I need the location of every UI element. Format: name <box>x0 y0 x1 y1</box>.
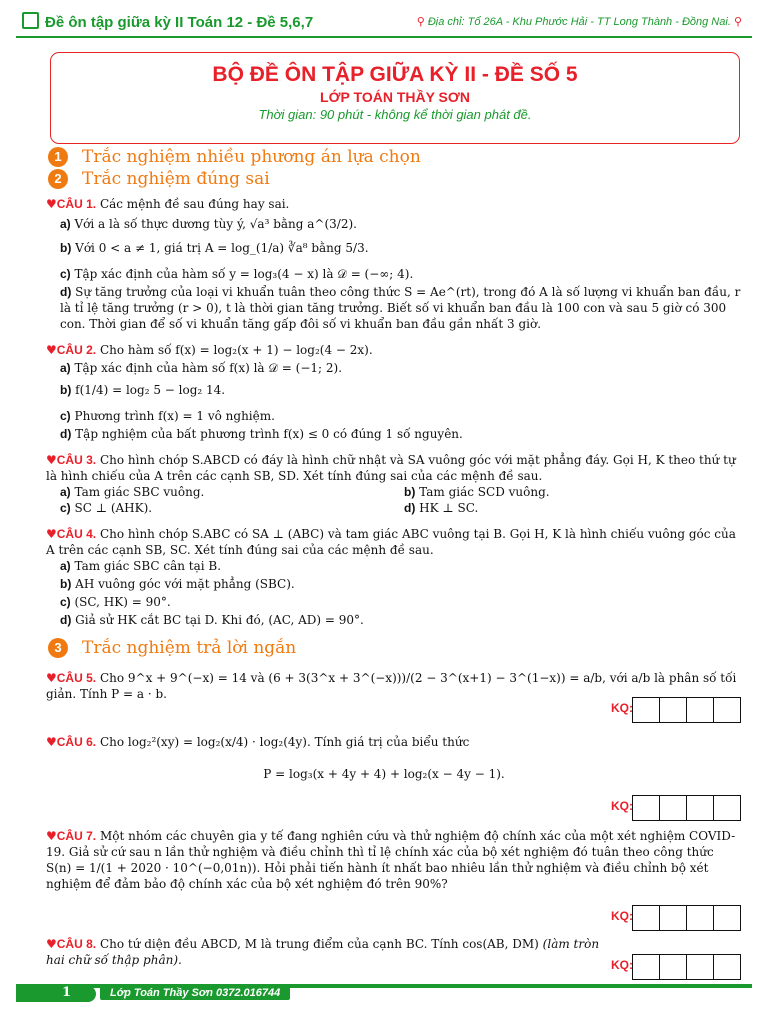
q4-option-b: b) AH vuông góc với mặt phẳng (SBC). <box>60 577 295 591</box>
location-pin-icon: ⚲ <box>733 16 742 28</box>
class-name: LỚP TOÁN THẦY SƠN <box>320 89 470 105</box>
edit-icon <box>22 12 39 29</box>
answer-cell[interactable] <box>659 905 687 931</box>
answer-cell[interactable] <box>659 795 687 821</box>
q2-option-d: d) Tập nghiệm của bất phương trình f(x) ≤ 0 có đúng 1 số nguyên. <box>60 427 463 441</box>
question-8: ♥CÂU 8. Cho tứ diện đều ABCD, M là trung điểm của cạnh BC. Tính cos(AB, DM) (làm tròn hai chữ số thập phân). <box>46 937 600 967</box>
q4-option-c: c) (SC, HK) = 90°. <box>60 595 171 609</box>
heart-icon: ♥ <box>46 197 57 211</box>
answer-cell[interactable] <box>686 954 714 980</box>
heart-icon: ♥ <box>46 937 57 951</box>
heart-icon: ♥ <box>46 735 57 749</box>
q4-option-d: d) Giả sử HK cắt BC tại D. Khi đó, (AC, AD) = 90°. <box>60 613 364 627</box>
q2-option-b: b) f(1/4) = log₂ 5 − log₂ 14. <box>60 383 226 397</box>
q4-option-a: a) Tam giác SBC cân tại B. <box>60 559 222 573</box>
section-3-heading: 3 Trắc nghiệm trả lời ngắn <box>48 638 296 658</box>
section-1-heading: 1 Trắc nghiệm nhiều phương án lựa chọn <box>48 147 421 167</box>
header-divider <box>16 36 752 38</box>
question-2: ♥CÂU 2. Cho hàm số f(x) = log₂(x + 1) − log₂(4 − 2x). <box>46 343 373 357</box>
q2-option-a: a) Tập xác định của hàm số f(x) là 𝒟 = (−1; 2). <box>60 361 343 375</box>
q3-option-c: c) SC ⊥ (AHK). <box>60 501 153 515</box>
q8-answer-box[interactable]: KQ: <box>601 954 741 978</box>
q1-option-a: a) Với a là số thực dương tùy ý, √a³ bằng a^(3/2). <box>60 217 357 231</box>
question-5: ♥CÂU 5. Cho 9^x + 9^(−x) = 14 và (6 + 3(3^x + 3^(−x)))/(2 − 3^(x+1) − 3^(1−x)) = a/b, với a/b là phân số tối giản. Tính P = a · b. <box>46 671 737 701</box>
q3-option-a: a) Tam giác SBC vuông. <box>60 485 205 499</box>
question-3: ♥CÂU 3. Cho hình chóp S.ABCD có đáy là hình chữ nhật và SA vuông góc với mặt phẳng đáy. Gọi H, K theo thứ tự là hình chiếu của A trên các cạnh SB, SD. Xét tính đúng sai của các mệnh đề sau. <box>46 453 736 483</box>
question-1: ♥CÂU 1. Các mệnh đề sau đúng hay sai. <box>46 197 290 211</box>
header-address: ⚲ Địa chỉ: Tổ 26A - Khu Phước Hải - TT Long Thành - Đồng Nai. ⚲ <box>416 16 742 28</box>
answer-cell[interactable] <box>632 697 660 723</box>
q7-answer-box[interactable]: KQ: <box>601 905 741 929</box>
header-title: Đề ôn tập giữa kỳ II Toán 12 - Đề 5,6,7 <box>22 12 313 31</box>
q6-answer-box[interactable]: KQ: <box>601 795 741 819</box>
answer-cell[interactable] <box>713 905 741 931</box>
heart-icon: ♥ <box>46 453 57 467</box>
question-6: ♥CÂU 6. Cho log₂²(xy) = log₂(x/4) · log₂(4y). Tính giá trị của biểu thức <box>46 735 470 749</box>
q3-option-b: b) Tam giác SCD vuông. <box>404 485 550 499</box>
answer-cell[interactable] <box>632 795 660 821</box>
title-box <box>50 52 740 144</box>
answer-cell[interactable] <box>686 697 714 723</box>
heart-icon: ♥ <box>46 829 57 843</box>
heart-icon: ♥ <box>46 527 57 541</box>
heart-icon: ♥ <box>46 671 57 685</box>
answer-cell[interactable] <box>686 905 714 931</box>
section-2-heading: 2 Trắc nghiệm đúng sai <box>48 169 270 189</box>
page-number-tab <box>16 986 96 1002</box>
heart-icon: ♥ <box>46 343 57 357</box>
q5-answer-box[interactable]: KQ: <box>601 697 741 721</box>
answer-cell[interactable] <box>713 954 741 980</box>
q1-option-b: b) Với 0 < a ≠ 1, giá trị A = log_(1/a) ∛a⁸ bằng 5/3. <box>60 241 369 255</box>
q1-option-c: c) Tập xác định của hàm số y = log₃(4 − x) là 𝒟 = (−∞; 4). <box>60 267 414 281</box>
footer-text: Lớp Toán Thầy Sơn 0372.016744 <box>100 986 290 1000</box>
answer-cell[interactable] <box>659 697 687 723</box>
answer-cell[interactable] <box>659 954 687 980</box>
answer-cell[interactable] <box>686 795 714 821</box>
q6-formula: P = log₃(x + 4y + 4) + log₂(x − 4y − 1). <box>263 767 505 781</box>
question-7: ♥CÂU 7. Một nhóm các chuyên gia y tế đang nghiên cứu và thử nghiệm độ chính xác của một xét nghiệm COVID-19. Giả sử cứ sau n lần thử nghiệm và điều chỉnh thì tỉ lệ chính xác của bộ xét nghiệm đó tuân theo công thức S(n) = 1/(1 + 2020 · 10^(−0,01n)). Hỏi phải tiến hành ít nhất bao nhiêu lần thử nghiệm và điều chỉnh bộ xét nghiệm để đảm bảo độ chính xác của bộ xét nghiệm đó trên 90%? <box>46 829 736 891</box>
answer-cell[interactable] <box>632 954 660 980</box>
location-pin-icon: ⚲ <box>416 16 425 28</box>
q1-option-d: d) Sự tăng trưởng của loại vi khuẩn tuân theo công thức S = Ae^(rt), trong đó A là số lượng vi khuẩn ban đầu, r là tỉ lệ tăng trưởng (r > 0), t là thời gian tăng trưởng. Biết số vi khuẩn ban đầu là 100 con và sau 5 giờ có 300 con. Thời gian để số vi khuẩn tăng gấp đôi số vi khuẩn ban đầu gần nhất 3 giờ. <box>60 285 741 331</box>
question-4: ♥CÂU 4. Cho hình chóp S.ABC có SA ⊥ (ABC) và tam giác ABC vuông tại B. Gọi H, K là hình chiếu vuông góc của A trên các cạnh SB, SC. Xét tính đúng sai của các mệnh đề sau. <box>46 527 736 557</box>
answer-cell[interactable] <box>713 697 741 723</box>
exam-title: BỘ ĐỀ ÔN TẬP GIỮA KỲ II - ĐỀ SỐ 5 <box>212 63 578 86</box>
q2-option-c: c) Phương trình f(x) = 1 vô nghiệm. <box>60 409 275 423</box>
page-header <box>0 0 768 40</box>
page-footer <box>16 984 752 1002</box>
answer-cell[interactable] <box>713 795 741 821</box>
q3-option-d: d) HK ⊥ SC. <box>404 501 479 515</box>
page-number: 1 <box>62 985 72 1000</box>
answer-cell[interactable] <box>632 905 660 931</box>
exam-time: Thời gian: 90 phút - không kể thời gian phát đề. <box>258 107 532 122</box>
